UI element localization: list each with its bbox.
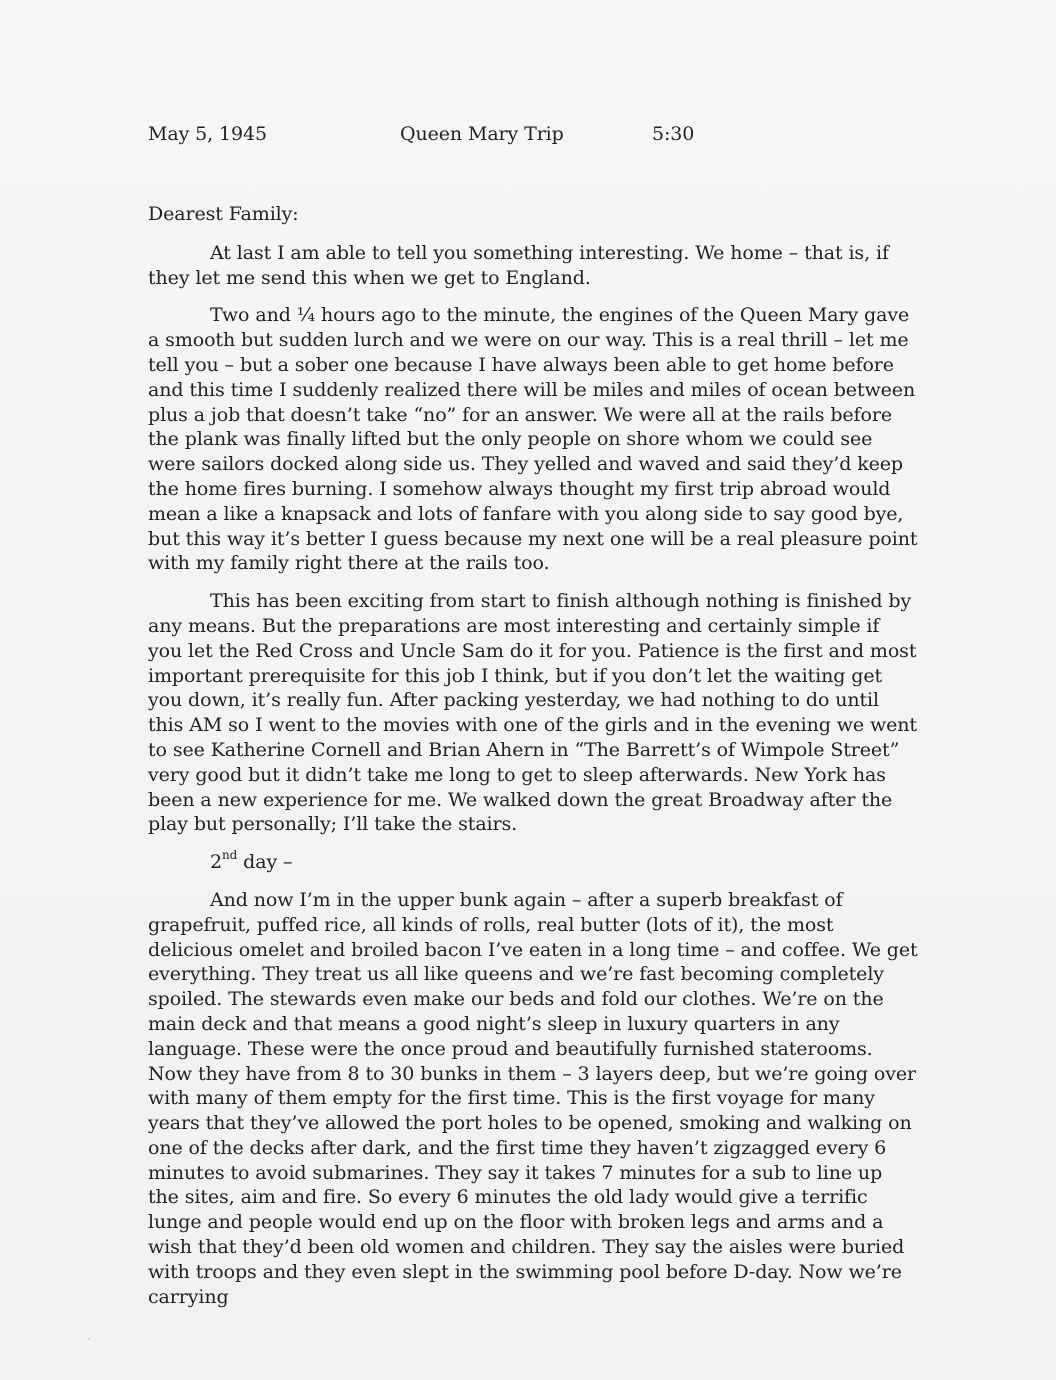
- paper-speck: [88, 1338, 90, 1340]
- paragraph-2: Two and ¼ hours ago to the minute, the engines of the Queen Mary gave a smooth but sudden lurch and we were on our way. This is a real thrill – let me tell you – but a sober one because I have always been able to get home before and this time I suddenly realized there will be miles and miles of ocean between plus a job that doesn’t take “no” for an answer. We were all at the rails before the plank was finally lifted but the only people on shore whom we could see were sailors docked along side us. They yelled and waved and said they’d keep the home fires burning. I somehow always thought my first trip abroad would mean a like a knapsack and lots of fanfare with you along side to say good bye, but this way it’s better I guess because my next one will be a real pleasure point with my family right there at the rails too.: [148, 304, 918, 575]
- salutation: Dearest Family:: [148, 203, 299, 225]
- letter-time: 5:30: [652, 123, 695, 145]
- paragraph-3: This has been exciting from start to finish although nothing is finished by any means. But the preparations are most interesting and certainly simple if you let the Red Cross and Uncle Sam do it for you. Patience is the first and most important prerequisite for this job I think, but if you don’t let the waiting get you down, it’s really fun. After packing yesterday, we had nothing to do until this AM so I went to the movies with one of the girls and in the evening we went to see Katherine Cornell and Brian Ahern in “The Barrett’s of Wimpole Street” very good but it didn’t take me long to get to sleep afterwards. New York has been a new experience for me. We walked down the great Broadway after the play but personally; I’ll take the stairs.: [148, 590, 917, 836]
- letter-header: [148, 118, 918, 150]
- day-marker-number: 2: [210, 851, 222, 874]
- letter-date: May 5, 1945: [148, 123, 267, 145]
- day-marker-text: day –: [237, 851, 293, 874]
- letter-title: Queen Mary Trip: [400, 123, 564, 145]
- letter-body: [148, 118, 918, 1322]
- paragraph-4: And now I’m in the upper bunk again – after a superb breakfast of grapefruit, puffed rice, all kinds of rolls, real butter (lots of it), the most delicious omelet and broiled bacon I’ve eaten in a long time – and coffee. We get everything. They treat us all like queens and we’re fast becoming completely spoiled. The stewards even make our beds and fold our clothes. We’re on the main deck and that means a good night’s sleep in luxury quarters in any language. These were the once proud and beautifully furnished staterooms. Now they have from 8 to 30 bunks in them – 3 layers deep, but we’re going over with many of them empty for the first time. This is the first voyage for many years that they’ve allowed the port holes to be opened, smoking and walking on one of the decks after dark, and the first time they haven’t zigzagged every 6 minutes to avoid submarines. They say it takes 7 minutes for a sub to line up the sites, aim and fire. So every 6 minutes the old lady would give a terrific lunge and people would end up on the floor with broken legs and arms and a wish that they’d been old women and children. They say the aisles were buried with troops and they even slept in the swimming pool before D-day. Now we’re carrying: [148, 888, 918, 1308]
- day-marker: [148, 847, 918, 875]
- day-marker-suffix: nd: [222, 847, 238, 862]
- paragraph-1: At last I am able to tell you something interesting. We home – that is, if they let me send this when we get to England.: [148, 241, 889, 289]
